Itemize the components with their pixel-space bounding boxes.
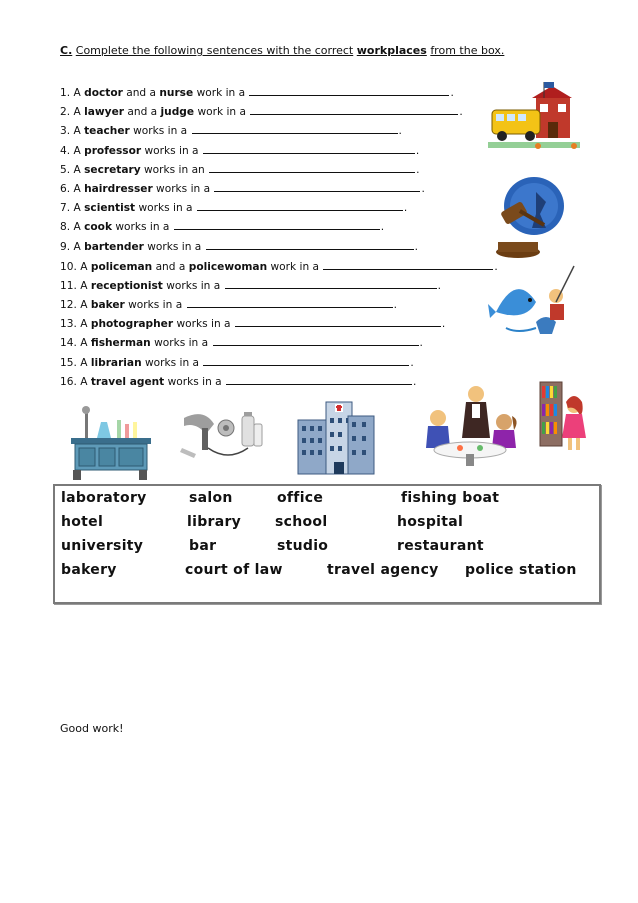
- sentence-article: A: [80, 318, 88, 331]
- sentence-text: works in an: [144, 163, 205, 176]
- section-label: C.: [60, 44, 73, 57]
- sentence-number: 10.: [60, 260, 77, 273]
- sentence-period: .: [437, 279, 442, 292]
- sentence-number: 9.: [60, 240, 71, 253]
- box-word: school: [275, 514, 328, 530]
- sentence-article: A: [73, 144, 81, 157]
- box-word: salon: [189, 490, 233, 506]
- sentence-number: 11.: [60, 279, 77, 292]
- sentence-period: .: [410, 356, 414, 369]
- sentence-text: work in a: [270, 260, 320, 273]
- school-bus-icon: [488, 80, 580, 156]
- occupation-word: fisherman: [90, 337, 151, 350]
- instructions: [60, 44, 504, 57]
- sentence-period: .: [416, 163, 420, 176]
- sentence-article: A: [80, 356, 88, 369]
- sentence-row: [60, 122, 500, 141]
- sentence-period: .: [459, 106, 463, 119]
- box-word: restaurant: [397, 538, 484, 554]
- occupation-word: librarian: [90, 356, 142, 369]
- answer-blank[interactable]: [187, 297, 393, 308]
- box-word: office: [277, 490, 324, 506]
- answer-blank[interactable]: [249, 85, 449, 96]
- sentence-number: 3.: [60, 125, 71, 138]
- sentence-number: 7.: [60, 202, 71, 215]
- instructions-keyword: workplaces: [356, 44, 427, 57]
- fisherman-icon: [486, 262, 576, 336]
- answer-blank[interactable]: [192, 123, 398, 134]
- occupation-word: policewoman: [188, 260, 268, 273]
- sentence-text: works in a: [145, 356, 200, 369]
- box-word: travel agency: [327, 562, 439, 578]
- sentence-article: A: [80, 279, 88, 292]
- hair-salon-icon: [180, 408, 264, 464]
- answer-blank[interactable]: [250, 104, 458, 115]
- occupation-word: travel agent: [90, 375, 165, 388]
- sentence-row: [60, 161, 500, 180]
- box-word: hotel: [61, 514, 104, 530]
- sentence-text: work in a: [196, 87, 246, 99]
- instructions-tail: from the box.: [430, 44, 505, 57]
- sentence-text: works in a: [176, 318, 231, 331]
- sentence-period: .: [380, 221, 385, 234]
- answer-blank[interactable]: [174, 219, 380, 230]
- sentence-row: [60, 354, 500, 373]
- sentence-period: .: [413, 375, 417, 388]
- box-word: police station: [465, 562, 577, 578]
- sentence-article: A: [73, 87, 81, 99]
- sentence-row: [60, 142, 500, 161]
- occupation-word: cook: [84, 221, 112, 234]
- sentence-period: .: [393, 299, 397, 312]
- occupation-word: receptionist: [90, 279, 163, 292]
- sentence-row: [60, 334, 500, 353]
- box-word: library: [187, 514, 242, 530]
- occupation-word: photographer: [90, 318, 174, 331]
- sentence-number: 6.: [60, 182, 71, 195]
- sentence-connector: and a: [127, 106, 158, 119]
- occupation-word: professor: [84, 144, 142, 157]
- instructions-text: Complete the following sentences with the correct: [75, 44, 354, 57]
- occupation-word: teacher: [84, 125, 130, 138]
- sentence-number: 13.: [60, 318, 77, 331]
- gavel-icon: [496, 176, 566, 260]
- answer-blank[interactable]: [203, 143, 415, 154]
- occupation-word: doctor: [84, 87, 123, 99]
- answer-blank[interactable]: [323, 259, 493, 270]
- answer-blank[interactable]: [203, 355, 409, 366]
- sentence-article: A: [80, 337, 88, 350]
- sentence-article: A: [73, 202, 81, 215]
- answer-blank[interactable]: [197, 200, 403, 211]
- sentence-article: A: [73, 106, 81, 119]
- sentence-number: 12.: [60, 299, 77, 312]
- sentence-period: .: [421, 182, 425, 195]
- box-word: court of law: [185, 562, 283, 578]
- sentence-text: works in a: [115, 221, 170, 234]
- sentence-row: [60, 238, 500, 257]
- word-box-row: [55, 510, 599, 534]
- word-box-row: [55, 558, 599, 582]
- sentence-text: works in a: [154, 337, 209, 350]
- sentence-text: works in a: [156, 182, 211, 195]
- sentence-connector: and a: [126, 87, 156, 99]
- sentence-number: 4.: [60, 144, 71, 157]
- sentence-period: .: [415, 144, 420, 157]
- answer-blank[interactable]: [214, 181, 420, 192]
- sentence-number: 16.: [60, 375, 77, 388]
- word-box-row: [55, 534, 599, 558]
- sentence-text: works in a: [147, 240, 202, 253]
- occupation-word: bartender: [84, 240, 144, 253]
- box-word: fishing boat: [401, 490, 500, 506]
- box-word: hospital: [397, 514, 464, 530]
- sentence-article: A: [73, 221, 81, 234]
- answer-blank[interactable]: [206, 239, 414, 250]
- sentence-row: [60, 315, 500, 334]
- restaurant-icon: [416, 382, 520, 468]
- hospital-building-icon: [296, 398, 376, 476]
- sentence-period: .: [398, 125, 402, 138]
- occupation-word: baker: [90, 299, 125, 312]
- sentence-text: work in a: [197, 106, 246, 119]
- sentence-text: works in a: [166, 279, 221, 292]
- sentence-number: 8.: [60, 221, 71, 234]
- sentence-article: A: [73, 125, 81, 138]
- sentence-row: [60, 258, 500, 277]
- sentence-row: [60, 277, 500, 296]
- sentence-article: A: [80, 299, 88, 312]
- sentence-text: works in a: [128, 299, 183, 312]
- library-icon: [538, 378, 588, 454]
- sentence-period: .: [441, 318, 446, 331]
- sentence-row: [60, 180, 500, 199]
- sentence-text: works in a: [144, 144, 199, 157]
- sentence-row: [60, 84, 500, 103]
- box-word: bakery: [61, 562, 117, 578]
- sentence-row: [60, 296, 500, 315]
- sentence-row: [60, 199, 500, 218]
- occupation-word: policeman: [90, 260, 153, 273]
- sentence-text: works in a: [138, 202, 193, 215]
- answer-blank[interactable]: [213, 335, 419, 346]
- answer-blank[interactable]: [225, 278, 437, 289]
- sentence-article: A: [73, 240, 81, 253]
- box-word: bar: [189, 538, 217, 554]
- sentence-row: [60, 103, 500, 122]
- sentence-period: .: [494, 260, 498, 273]
- occupation-word: secretary: [84, 163, 141, 176]
- occupation-word: hairdresser: [84, 182, 153, 195]
- sentence-number: 5.: [60, 163, 71, 176]
- sentence-number: 1.: [60, 87, 71, 99]
- word-box-row: [55, 486, 599, 510]
- sentence-article: A: [73, 182, 81, 195]
- box-word: laboratory: [61, 490, 147, 506]
- sentence-text: works in a: [167, 375, 222, 388]
- occupation-word: judge: [160, 106, 195, 119]
- sentence-period: .: [414, 240, 419, 253]
- sentence-number: 15.: [60, 356, 77, 369]
- answer-blank[interactable]: [209, 162, 415, 173]
- sentence-number: 2.: [60, 106, 71, 119]
- sentence-period: .: [403, 202, 408, 215]
- sentence-list: [60, 84, 500, 392]
- occupation-word: nurse: [159, 87, 194, 99]
- occupation-word: scientist: [84, 202, 136, 215]
- sentence-row: [60, 218, 500, 237]
- sentence-number: 14.: [60, 337, 77, 350]
- sentence-connector: and a: [155, 260, 186, 273]
- occupation-word: lawyer: [84, 106, 124, 119]
- sentence-period: .: [450, 87, 454, 99]
- box-word: studio: [277, 538, 329, 554]
- answer-blank[interactable]: [226, 374, 412, 385]
- sentence-article: A: [80, 260, 88, 273]
- box-word: university: [61, 538, 144, 554]
- laboratory-icon: [65, 402, 155, 482]
- sentence-text: works in a: [133, 125, 188, 138]
- footer-note: Good work!: [60, 722, 124, 735]
- sentence-article: A: [73, 163, 81, 176]
- sentence-article: A: [80, 375, 88, 388]
- sentence-period: .: [419, 337, 423, 350]
- word-box: [53, 484, 601, 604]
- answer-blank[interactable]: [235, 316, 441, 327]
